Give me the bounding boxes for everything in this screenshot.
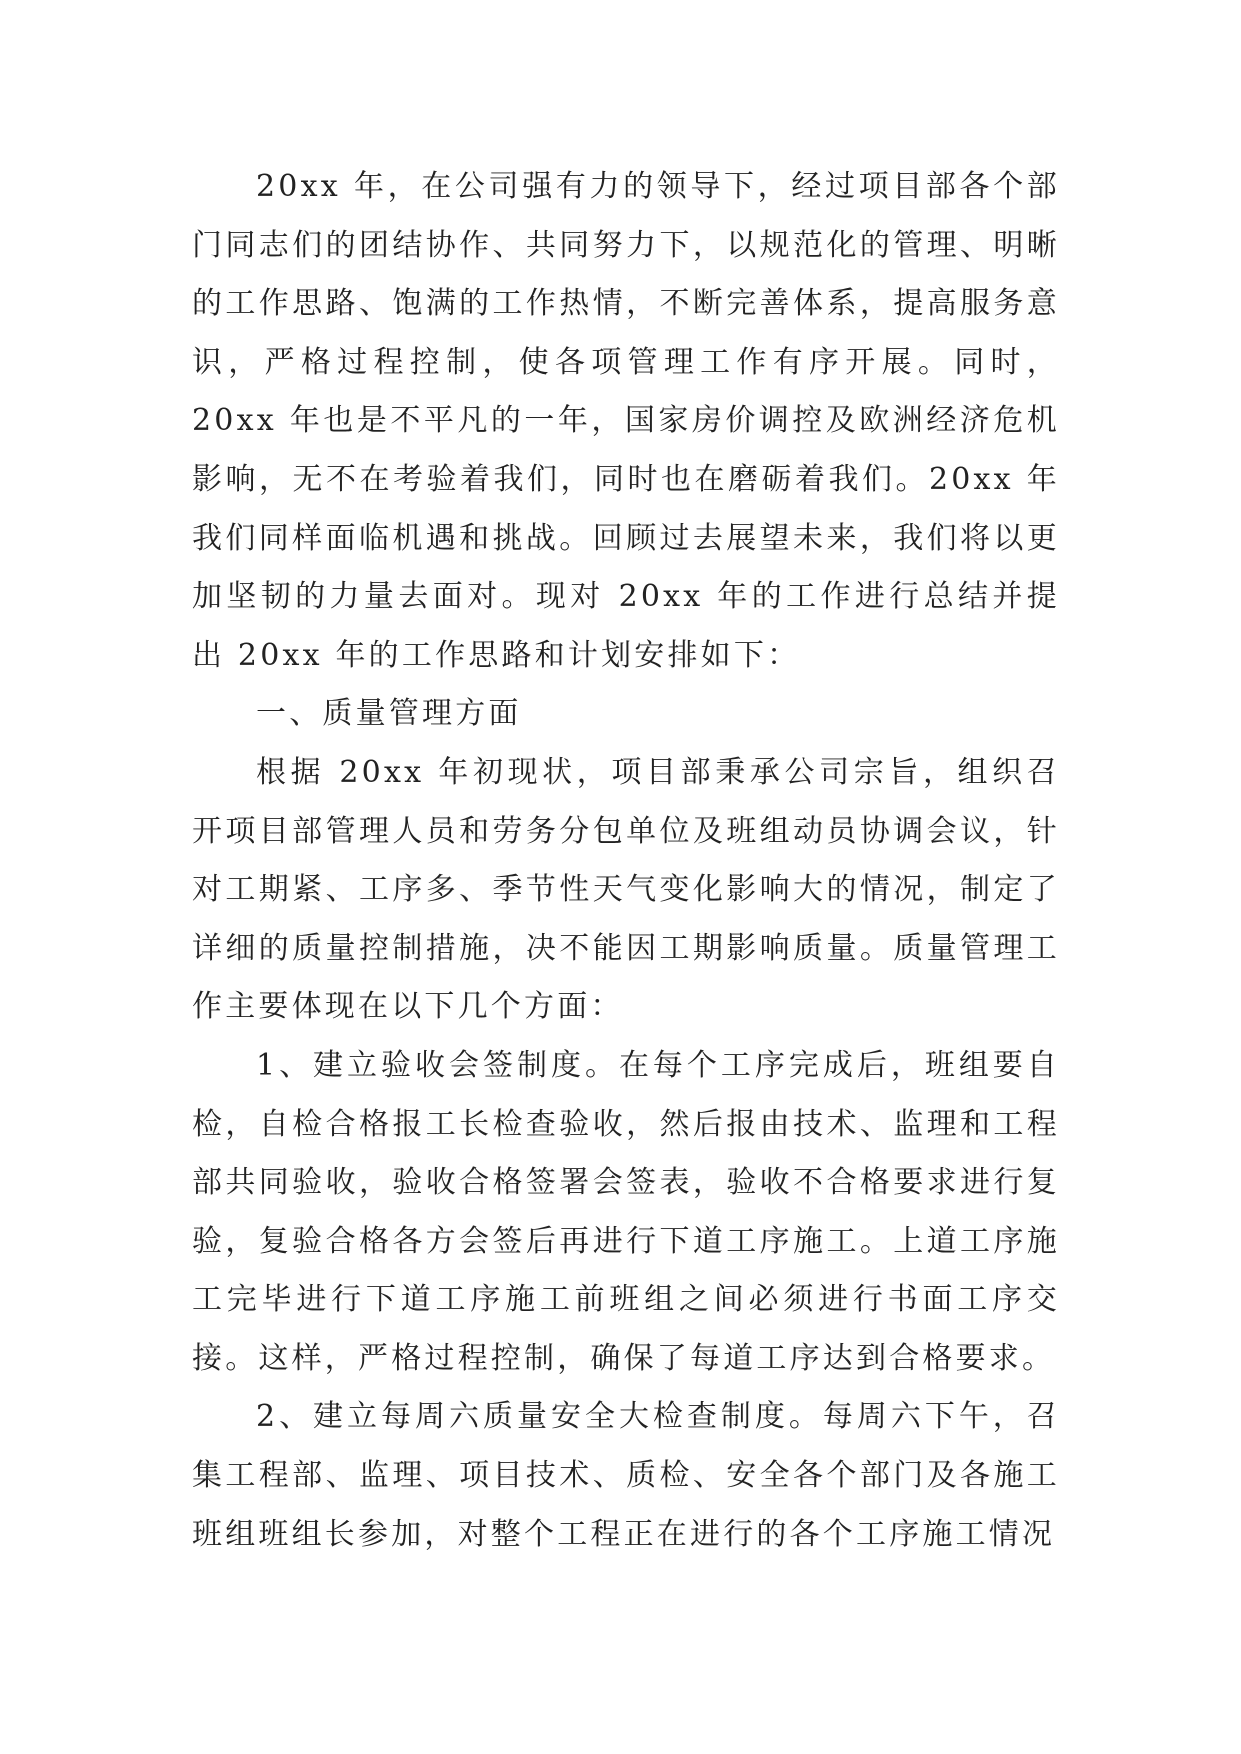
intro-paragraph: 20xx 年，在公司强有力的领导下，经过项目部各个部门同志们的团结协作、共同努力下，以规范化的管理、明晰的工作思路、饱满的工作热情，不断完善体系，提高服务意识，严格过程控制，使各项管理工作有序开展。同时，20xx 年也是不平凡的一年，国家房价调控及欧洲经济危机影响，无不在考验着我们，同时也在磨砺着我们。20xx 年我们同样面临机遇和挑战。回顾过去展望未来，我们将以更加坚韧的力量去面对。现对 20xx 年的工作进行总结并提出 20xx 年的工作思路和计划安排如下：	[192, 169, 1060, 673]
document-body	[192, 158, 1060, 1564]
section-paragraph-overview: 根据 20xx 年初现状，项目部秉承公司宗旨，组织召开项目部管理人员和劳务分包单位及班组动员协调会议，针对工期紧、工序多、季节性天气变化影响大的情况，制定了详细的质量控制措施，决不能因工期影响质量。质量管理工作主要体现在以下几个方面：	[192, 754, 1060, 1025]
section-paragraph-item-1: 1、建立验收会签制度。在每个工序完成后，班组要自检，自检合格报工长检查验收，然后报由技术、监理和工程部共同验收，验收合格签署会签表，验收不合格要求进行复验，复验合格各方会签后再进行下道工序施工。上道工序施工完毕进行下道工序施工前班组之间必须进行书面工序交接。这样，严格过程控制，确保了每道工序达到合格要求。	[192, 1047, 1060, 1376]
section-paragraph-item-2: 2、建立每周六质量安全大检查制度。每周六下午，召集工程部、监理、项目技术、质检、安全各个部门及各施工班组班组长参加，对整个工程正在进行的各个工序施工情况	[192, 1399, 1060, 1552]
section-heading-quality-management: 一、质量管理方面	[256, 696, 522, 732]
